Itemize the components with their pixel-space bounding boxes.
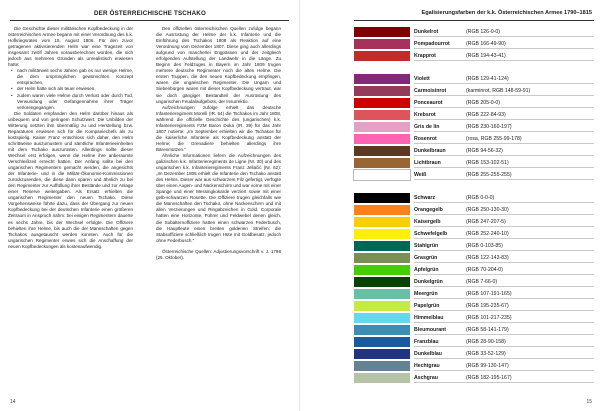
color-name: Apfelgrün	[414, 266, 439, 273]
color-swatch	[354, 217, 410, 227]
color-name: Papelgrün	[414, 302, 440, 309]
color-rgb-value: (karminrot, RGB 148-59-91)	[466, 87, 531, 94]
color-swatch	[354, 253, 410, 263]
color-name: Pompadourrot	[414, 40, 450, 47]
color-swatch-row	[354, 39, 594, 49]
color-name: Kaisergelb	[414, 218, 441, 225]
title-rule	[10, 20, 289, 21]
color-swatch-row	[354, 134, 594, 144]
color-swatch	[354, 289, 410, 299]
color-swatch-row	[354, 373, 594, 383]
color-swatch-row	[354, 86, 594, 96]
color-rgb-value: (RGB 94-56-32)	[466, 147, 503, 154]
color-rgb-value: (RGB 194-43-41)	[466, 52, 506, 59]
color-swatch-row	[354, 265, 594, 275]
color-name: Krebsrot	[414, 111, 436, 118]
color-name: Grasgrün	[414, 254, 438, 261]
color-rgb-value: (RGB 129-41-124)	[466, 75, 509, 82]
color-swatch	[354, 313, 410, 323]
color-name: Lichtbraun	[414, 159, 441, 166]
color-swatch	[354, 74, 410, 84]
color-rgb-value: (RGB 166-49-90)	[466, 40, 506, 47]
color-name: Schwarz	[414, 194, 436, 201]
color-rgb-value: (RGB 247-207-5)	[466, 218, 506, 225]
row-divider	[414, 262, 594, 263]
row-divider	[414, 60, 594, 61]
color-name: Bleumourant	[414, 326, 446, 333]
color-name: Carmoisinrot	[414, 87, 447, 94]
color-name: Dunkelblau	[414, 350, 442, 357]
color-swatch	[354, 27, 410, 37]
color-swatch	[354, 39, 410, 49]
color-swatch-row	[354, 301, 594, 311]
source-note: Österreichische Quellen: Adjustierungsvorschrift v. J. 1798 (25. Oktober).	[156, 248, 281, 260]
paragraph: Aufzeichnungen zufolge erhielt das deutsche Infanterieregiment Morelli (IR. 54) die Tschakos im Jahr 1808, während die offizielle Geschichte des (ungarischen) k.k. Infanterieregiments FZM Baron Duka (IR. 39) für das Jahr 1807 notierte: „Im September erhielten wir die Tschakos für die kaiserliche Infanterie als Kopfbedeckung anstatt der Helme; die Grenadiere behielten allerdings ihre Bärenmützen.“	[156, 104, 281, 152]
color-swatch	[354, 301, 410, 311]
color-swatch	[354, 110, 410, 120]
color-name: Dunkelbraun	[414, 147, 446, 154]
color-swatch-row	[354, 110, 594, 120]
color-swatch	[354, 265, 410, 275]
color-name: Meergrün	[414, 290, 438, 297]
color-rgb-value: (RGB 101-217-235)	[466, 314, 512, 321]
color-swatch-row	[354, 98, 594, 108]
color-swatch-row	[354, 193, 594, 203]
color-swatch	[354, 170, 410, 180]
row-divider	[414, 95, 594, 96]
color-name: Aschgrau	[414, 374, 438, 381]
color-swatch	[354, 146, 410, 156]
bullet-item: • zudem waren viele Helme durch Verlust oder durch Tod, Verwundung oder Gefangennahme ihrer Träger verlorengegangen.	[14, 93, 133, 111]
row-divider	[414, 36, 594, 37]
color-rgb-value: (RGB 0-0-0)	[466, 194, 495, 201]
color-rgb-value: (RGB 33-52-129)	[466, 350, 506, 357]
article-title: DER ÖSTERREICHISCHE TSCHAKO	[94, 10, 206, 17]
color-swatch-row	[354, 27, 594, 37]
color-rgb-value: (RGB 153-102-51)	[466, 159, 509, 166]
color-swatch	[354, 325, 410, 335]
row-divider	[414, 155, 594, 156]
color-swatch-row	[354, 253, 594, 263]
row-divider	[414, 179, 594, 180]
color-swatch	[354, 277, 410, 287]
color-name: Schwefelgelb	[414, 230, 448, 237]
color-rgb-value: (rosa, RGB 255-99-178)	[466, 135, 522, 142]
color-swatch-row	[354, 51, 594, 61]
color-name: Krapprot	[414, 52, 436, 59]
row-divider	[414, 131, 594, 132]
color-swatch	[354, 361, 410, 371]
color-swatch	[354, 86, 410, 96]
page-number-right: 15	[586, 399, 592, 405]
color-swatch	[354, 349, 410, 359]
color-rgb-value: (RGB 70-204-0)	[466, 266, 503, 273]
row-divider	[414, 226, 594, 227]
color-name: Rosenrot	[414, 135, 437, 142]
row-divider	[414, 107, 594, 108]
paragraph: Die Geschichte dieser militärischen Kopfbedeckung in der österreichischen Armee begann mit einer Verordnung des k.k. Hofkriegsrates vom 15. August 1806. Für den zuvor getragenen aktivisierenden Helm war eine Tragezeit von insgesamt zwölf Jahren vorausberechnet worden, die sich jedoch aus mehreren Gründen als unrealistisch erwiesen hatte:	[8, 26, 133, 68]
color-swatch-row	[354, 337, 594, 347]
row-divider	[414, 310, 594, 311]
color-swatch	[354, 98, 410, 108]
row-divider	[414, 119, 594, 120]
color-rgb-value: (RGB 230-160-197)	[466, 123, 512, 130]
color-rgb-value: (RGB 250-130-30)	[466, 206, 509, 213]
bullet-item: • der Helm hatte sich als teuer erwiesen,	[14, 86, 133, 92]
color-rgb-value: (RGB 182-195-167)	[466, 374, 512, 381]
color-swatch	[354, 51, 410, 61]
row-divider	[414, 382, 594, 383]
color-name: Ponceaurot	[414, 99, 443, 106]
color-rgb-value: (RGB 222-84-93)	[466, 111, 506, 118]
color-swatch-row	[354, 122, 594, 132]
row-divider	[414, 334, 594, 335]
row-divider	[414, 143, 594, 144]
color-swatch-row	[354, 349, 594, 359]
color-name: Franzblau	[414, 338, 439, 345]
row-divider	[414, 202, 594, 203]
color-swatch-row	[354, 289, 594, 299]
color-rgb-value: (RGB 107-191-165)	[466, 290, 512, 297]
row-divider	[414, 298, 594, 299]
color-swatch-row	[354, 325, 594, 335]
color-name: Himmelblau	[414, 314, 444, 321]
color-rgb-value: (RGB 99-130-147)	[466, 362, 509, 369]
color-swatch-row	[354, 313, 594, 323]
color-rgb-value: (RGB 195-235-67)	[466, 302, 509, 309]
page-number-left: 14	[10, 399, 16, 405]
color-swatch-row	[354, 277, 594, 287]
color-swatch	[354, 229, 410, 239]
color-swatch	[354, 122, 410, 132]
row-divider	[414, 83, 594, 84]
color-rgb-value: (RGB 126-0-0)	[466, 28, 501, 35]
paragraph: Den offiziellen österreichischen Quellen zufolge begann die Ausrüstung der Helme der k.k. Infanterie und die Einführung des Tschakos 1808 als Reaktion auf eine Verordnung vom Dezember 1807. Diese ging auch allerdings aufgrund von mancherlei Engpässen und der zeitgleich erfolgenden Aufstellung der Landwehr in die Länge. Zu Beginn des Feldzuges in Bayern im Jahr 1809 trugen mehrere deutsche Regimenter noch die alten Helme. Die ersten Truppen, die den neuen Kopfbedeckung empfingen, waren die ungarischen Regimenter. Die Ungarn und Siebenbürgen waren mit dieser Kopfbedeckung vertraut, war sie doch gängiger Bestandteil der Ausrüstung des ungarischen Feudalaufgebots, der Insurrektio.	[156, 26, 281, 104]
color-name: Orangegelb	[414, 206, 443, 213]
color-rgb-value: (RGB 252-240-10)	[466, 230, 509, 237]
row-divider	[414, 346, 594, 347]
color-name: Weiß	[414, 171, 427, 178]
color-rgb-value: (RGB 28-90-158)	[466, 338, 506, 345]
color-rgb-value: (RGB 255-255-255)	[466, 171, 512, 178]
row-divider	[414, 370, 594, 371]
color-swatch-row	[354, 146, 594, 156]
color-name: Hechtgrau	[414, 362, 440, 369]
color-rgb-value: (RGB 122-143-83)	[466, 254, 509, 261]
row-divider	[414, 250, 594, 251]
color-rgb-value: (RGB 0-103-85)	[466, 242, 503, 249]
color-swatch	[354, 373, 410, 383]
paragraph: Ähnliche Informationen liefern die Aufzeichnungen des galizischen k.k. Infanterieregiments de Ligne (Nr. 30) und des ungarischen k.k. Infanterieregiments Franz Jellačić (Nr. 62): „Im Dezember 1805 erhielt die Infanterie den Tschako anstatt des Helms. Dieser war aus schwarzem Filz gefertigt, verfügte über einen Augen- und Nackenschirm und war vorne mit einer Spange und einer Messingkokarde verziert sowie mit einer gelb-schwarzen Rosette. Die Offiziere trugen gleichfalls wie die Mannschaften den Tschako, ohne Nackenschirm und mit allen Verzierungen und Ringabzeichen in Gold. Corporale hatten eine Horizonte, Führer und Feldwebel denen gleich, die Subalternoffiziere hatten einen schwarzen Federbusch, die Hauptleute einen breiten goldenen Streifen; die Stabsoffiziere schließlich trugen Hüte mit Goldbesatz, jedoch ohne Federbusch.“	[156, 152, 281, 243]
color-swatch	[354, 134, 410, 144]
color-rgb-value: (RGB 205-0-0)	[466, 99, 501, 106]
color-swatch	[354, 193, 410, 203]
title-rule	[354, 20, 594, 21]
color-swatch	[354, 337, 410, 347]
row-divider	[414, 167, 594, 168]
color-swatch	[354, 205, 410, 215]
row-divider	[414, 238, 594, 239]
color-swatch-row	[354, 74, 594, 84]
color-swatch-row	[354, 205, 594, 215]
row-divider	[414, 274, 594, 275]
row-divider	[414, 48, 594, 49]
bullet-list	[8, 68, 133, 110]
paragraph: Die Soldaten empfanden den Helm darüber hinaus als unbequem und von geringem Schutzwert. Die Unbilden der Witterung setzten ihm übermäßig zu und Herstellung bzw. Reparaturen erwiesen sich für die Kompaniechefs als zu kostspielig. Kaiser Franz entschloss sich daher, den Helm schrittweise auszumustern und sämtliche Infanterieeinheiten mit dem Tschako auszurüsten. Allerdings sollte dieser Wechsel erst erfolgen, wenn die Helme ihre anberaumte Verschleißzeit erreicht hatten. Der Anfang sollte bei den ungarischen Regimentern gemacht werden, die angesichts der Infanterie- und in die Militär-Ökonomie-Kommissionen zurückzusenden, die diese dann sparen und ähnlich zu bei den Regimenter zur Auffüllung ihrer Bestände und zur Anlage einer Reserve weitergaben. Als Ersatz erhielten die ungarischen Regimenter den neuen Tschako. Diese Vorgehensweise führte dazu, dass der Übergang zur neuen Kopfbedeckung bei der deutschen Infanterie einen größeren Zeitraum in Anspruch nahm: bei einigen Regimentern dauerte es sechs Jahre, bis der Wechsel erfolgte. Die Offiziere behielten ihre Helme, bis auch die der Mannschaften gegen Tschakos ausgetauscht werden konnten. Auch für die ungarischen Regimenter erwies sich die Anschaffung der neuen Kopfbedeckungen als kostenaufwendig.	[8, 110, 133, 249]
color-name: Dunkelgrün	[414, 278, 443, 285]
color-rgb-value: (RGB 7-66-0)	[466, 278, 498, 285]
row-divider	[414, 358, 594, 359]
row-divider	[414, 214, 594, 215]
row-divider	[414, 322, 594, 323]
color-swatch	[354, 158, 410, 168]
color-swatch-row	[354, 170, 594, 180]
bullet-item: • nach militärweit sechs Jahren gab es nur wenige Helme, die dem ursprünglichen gewünschten Konzept entsprachen,	[14, 68, 133, 86]
color-swatch-row	[354, 229, 594, 239]
row-divider	[414, 286, 594, 287]
color-swatch	[354, 241, 410, 251]
color-name: Stahlgrün	[414, 242, 439, 249]
text-column-1	[8, 26, 133, 250]
color-name: Violett	[414, 75, 430, 82]
color-swatch-row	[354, 241, 594, 251]
color-name: Dunkelrot	[414, 28, 439, 35]
color-name: Gris de lin	[414, 123, 440, 130]
text-column-2	[156, 26, 281, 261]
color-table-title: Egalisierungsfarben der k.k. Österreichischen Armee 1790–1815	[421, 10, 592, 16]
color-swatch-row	[354, 158, 594, 168]
color-swatch-row	[354, 217, 594, 227]
color-swatch-row	[354, 361, 594, 371]
color-rgb-value: (RGB 58-141-179)	[466, 326, 509, 333]
